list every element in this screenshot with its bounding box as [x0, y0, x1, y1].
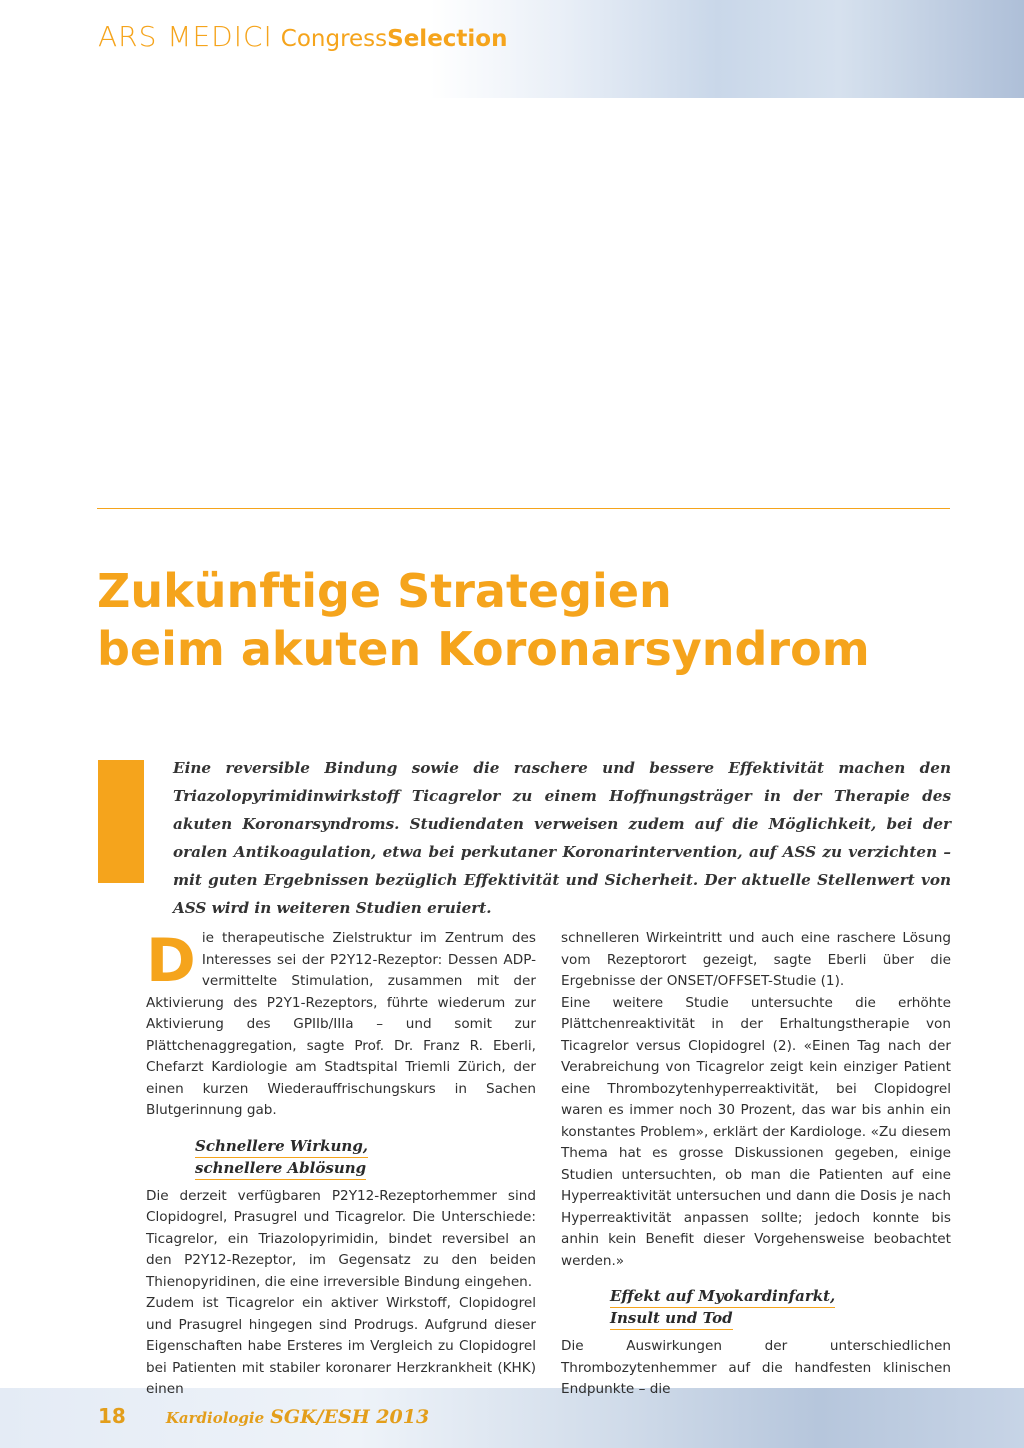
body-paragraph: Zudem ist Ticagrelor ein aktiver Wirkstoff, Clopidogrel und Prasugrel hingegen sind Prodrugs. Aufgrund dieser Eigenschaften habe Ersteres im Vergleich zu Clopidogrel bei Patienten mit stabiler koronarer Herzkrankheit (KHK) einen [146, 1295, 536, 1397]
lead-paragraph: Eine reversible Bindung sowie die raschere und bessere Effektivität machen den Triazolopyrimidinwirkstoff Ticagrelor zu einem Hoffnungsträger in der Therapie des akuten Koronarsyndroms. Studiendaten verweisen zudem auf die Möglichkeit, bei der oralen Antikoagulation, etwa bei perkutaner Koronarintervention, auf ASS zu verzichten – mit guten Ergebnissen bezüglich Effektivität und Sicherheit. Der aktuelle Stellenwert von ASS wird in weiteren Studien eruiert. [173, 759, 951, 917]
page-footer [98, 1404, 429, 1428]
subheading-line-2: Insult und Tod [610, 1308, 733, 1330]
title-line-2: beim akuten Koronarsyndrom [97, 622, 870, 676]
logo-ars-medici: ARS MEDICI [98, 20, 273, 53]
intro-text: ie therapeutische Zielstruktur im Zentrum des Interesses sei der P2Y12-Rezeptor: Dessen ADP-vermittelte Stimulation, zusammen mit der Aktivierung des P2Y1-Rezeptors, führte wiederum zur Aktivierung des GPIIb/IIIa – und somit zur Plättchenaggregation, sagte Prof. Dr. Franz R. Eberli, Chefarzt Kardiologie am Stadtspital Triemli Zürich, der einen kurzen Wiederauffrischungskurs in Sachen Blutgerinnung gab. [146, 930, 536, 1118]
subheading-line-1: Schnellere Wirkung, [195, 1136, 368, 1158]
intro-paragraph [146, 928, 536, 1122]
text-column-right [561, 928, 951, 1401]
subheading-line-1: Effekt auf Myokardinfarkt, [610, 1286, 835, 1308]
subheading-line-2: schnellere Ablösung [195, 1158, 366, 1180]
title-rule [97, 508, 950, 509]
logo-selection: Selection [387, 26, 508, 52]
subheading-effekt [610, 1286, 951, 1330]
page-number: 18 [98, 1404, 126, 1428]
body-paragraph: schnelleren Wirkeintritt und auch eine raschere Lösung vom Rezeptorort gezeigt, sagte Eberli über die Ergebnisse der ONSET/OFFSET-Studie (1). [561, 930, 951, 989]
body-paragraph: Die Auswirkungen der unterschiedlichen Thrombozytenhemmer auf die handfesten klinischen Endpunkte – die [561, 1338, 951, 1397]
text-column-left [146, 928, 536, 1401]
logo-congress: Congress [280, 26, 388, 52]
body-paragraph: Eine weitere Studie untersuchte die erhöhte Plättchenreaktivität in der Erhaltungstherapie von Ticagrelor versus Clopidogrel (2). «Einen Tag nach der Verabreichung von Ticagrelor zeigt kein einziger Patient eine Thrombozytenhyperreaktivität, bei Clopidogrel waren es immer noch 30 Prozent, das war bis anhin ein konstantes Problem», erklärt der Kardiologe. «Zu diesem Thema hat es grosse Diskussionen gegeben, einige Studien untersuchten, ob man die Patienten auf eine Hyperreaktivität untersuchen und dann die Dosis je nach Hyperreaktivität anpassen sollte; jedoch konnte bis anhin kein Benefit dieser Vorgehensweise beobachtet werden.» [561, 994, 951, 1269]
body-paragraph: Die derzeit verfügbaren P2Y12-Rezeptorhemmer sind Clopidogrel, Prasugrel und Ticagrelor. Die Unterschiede: Ticagrelor, ein Triazolopyrimidin, bindet reversibel an den P2Y12-Rezeptor, im Gegensatz zu den beiden Thienopyridinen, die eine irreversible Bindung eingehen. [146, 1187, 536, 1290]
article-title [97, 562, 957, 678]
publication-logo [98, 20, 507, 60]
lead-initial-block [98, 760, 144, 883]
drop-cap: D [146, 926, 196, 996]
subheading-wirkung [195, 1136, 536, 1180]
footer-issue: SGK/ESH 2013 [270, 1406, 430, 1428]
footer-journal: Kardiologie [165, 1409, 265, 1427]
title-line-1: Zukünftige Strategien [97, 564, 672, 618]
